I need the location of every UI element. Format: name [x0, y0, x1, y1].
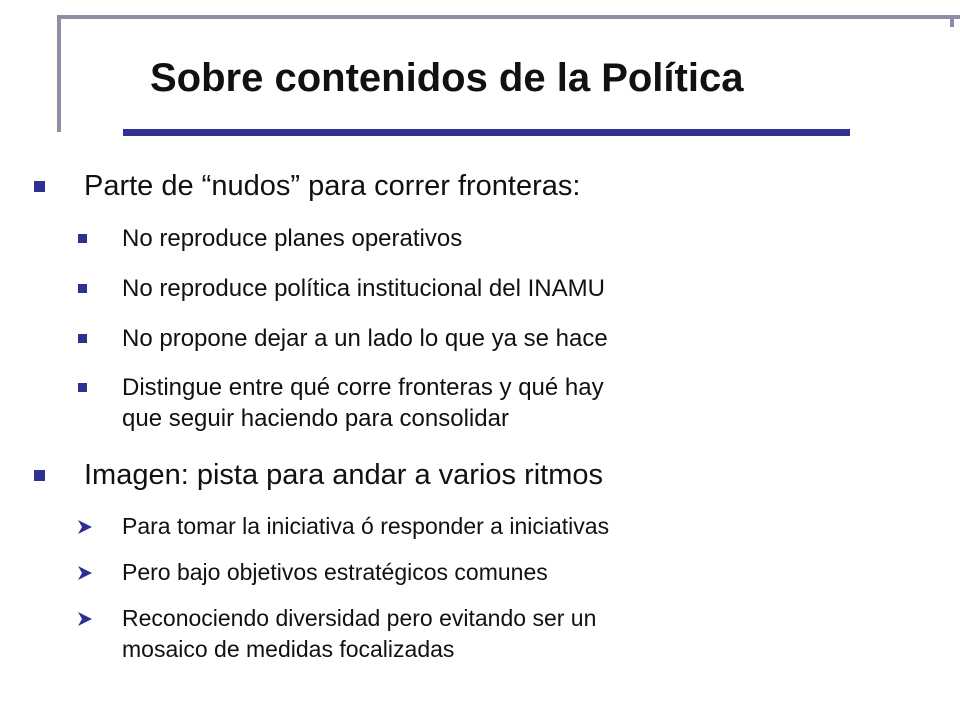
- square-bullet-icon: [78, 284, 87, 293]
- arrow-bullet-icon: [76, 610, 94, 628]
- frame-right-line: [950, 15, 954, 27]
- bullet-text: Parte de “nudos” para correr fronteras:: [84, 170, 581, 202]
- subbullet-text: No reproduce política institucional del INAMU: [122, 275, 605, 302]
- title-underline: [123, 129, 850, 136]
- subbullet-text: Pero bajo objetivos estratégicos comunes: [122, 559, 548, 585]
- square-bullet-icon: [34, 470, 45, 481]
- bullet-text: Imagen: pista para andar a varios ritmos: [84, 459, 604, 491]
- subbullet-text: No propone dejar a un lado lo que ya se hace: [122, 325, 608, 352]
- subbullet-text-continuation: mosaico de medidas focalizadas: [122, 636, 455, 662]
- frame-left-line: [57, 15, 61, 132]
- frame-top-line: [57, 15, 960, 19]
- subbullet-text: Reconociendo diversidad pero evitando ser un: [122, 605, 597, 631]
- square-bullet-icon: [34, 181, 45, 192]
- subbullet-text: No reproduce planes operativos: [122, 225, 463, 252]
- square-bullet-icon: [78, 234, 87, 243]
- arrow-bullet-icon: [76, 564, 94, 582]
- square-bullet-icon: [78, 334, 87, 343]
- subbullet-text-continuation: que seguir haciendo para consolidar: [122, 405, 509, 432]
- subbullet-text: Para tomar la iniciativa ó responder a iniciativas: [122, 513, 610, 539]
- square-bullet-icon: [78, 383, 87, 392]
- slide-title: Sobre contenidos de la Política: [150, 56, 744, 100]
- arrow-bullet-icon: [76, 518, 94, 536]
- subbullet-text: Distingue entre qué corre fronteras y qué hay: [122, 374, 604, 401]
